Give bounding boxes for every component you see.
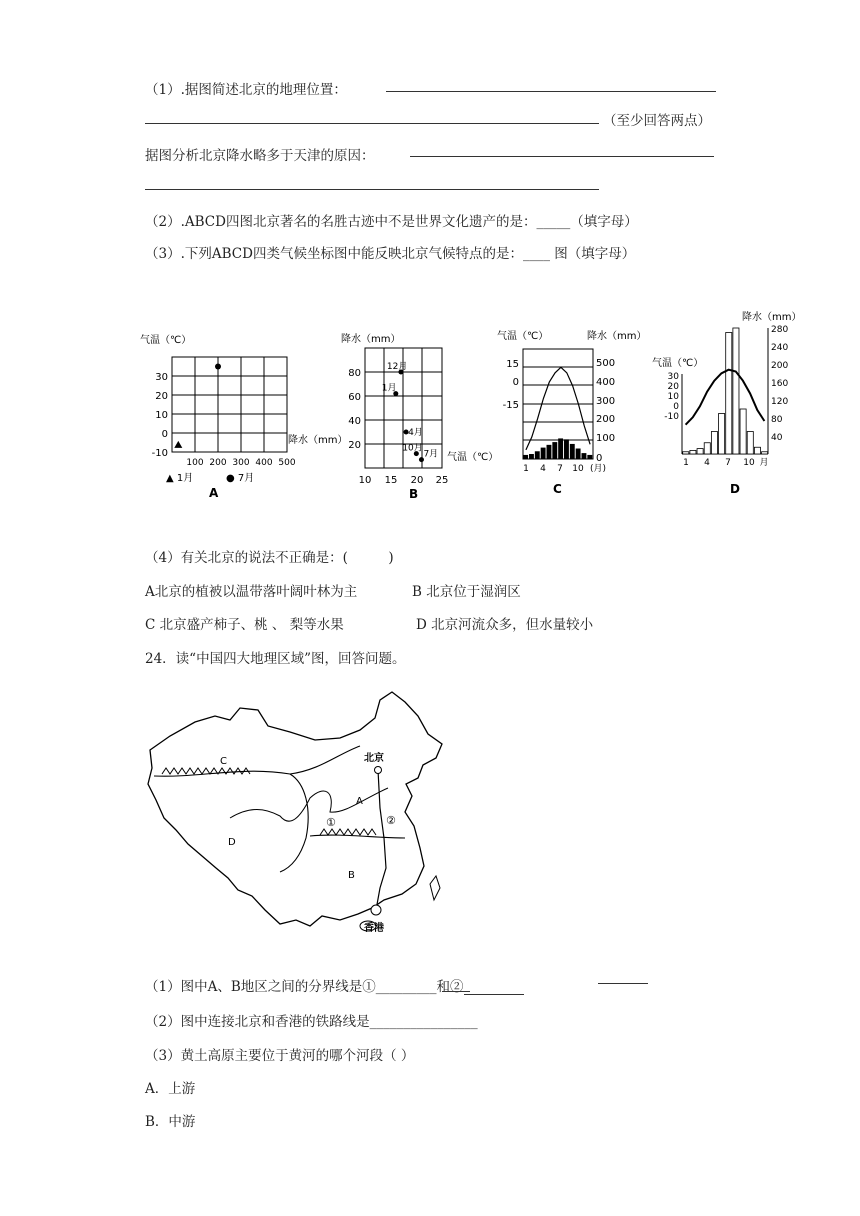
map-label-circle-1: ① <box>326 816 336 829</box>
chart-d-precip-bar <box>754 447 760 454</box>
chart-c-precip-bar <box>553 443 557 460</box>
chart-c-ytick-right: 100 <box>596 433 616 444</box>
chart-a-legend-jul: ● 7月 <box>226 473 255 484</box>
chart-c-xtick: 10 <box>572 464 584 474</box>
chart-c-xtick: 1 <box>523 464 529 474</box>
chart-c-precip-bar <box>588 455 592 459</box>
chart-d-ylabel-left: 气温（℃） <box>652 358 704 369</box>
q23-p1-label: （1）.据图简述北京的地理位置： <box>145 82 347 98</box>
chart-c-ytick-left: 0 <box>512 377 519 388</box>
q24-s1-mid: 和② <box>436 979 464 995</box>
chart-d-ytick-right: 200 <box>771 361 789 371</box>
chart-a-legend-jan: ▲ 1月 <box>166 473 194 484</box>
chart-a <box>138 325 348 500</box>
q23-opt-a[interactable]: A北京的植被以温带落叶阔叶林为主 <box>145 584 358 600</box>
map-label-hongkong: 香港 <box>364 923 384 934</box>
chart-d <box>650 308 810 500</box>
qinling-huaihe-line <box>310 835 405 838</box>
answer-line[interactable] <box>442 991 470 992</box>
chart-d-ytick-right: 160 <box>771 379 789 389</box>
chart-c-precip-bar <box>576 449 580 459</box>
chart-b-point-label: 4月 <box>408 428 423 438</box>
chart-a-ylabel: 气温（℃） <box>140 335 192 346</box>
chart-a-grid <box>172 357 287 452</box>
q23-opt-c[interactable]: C 北京盛产柿子、桃 、 梨等水果 <box>145 617 344 633</box>
chart-b-xtick: 15 <box>384 475 398 486</box>
q24-opt-b[interactable]: B．中游 <box>145 1114 196 1130</box>
china-outline <box>148 692 442 926</box>
chart-a-xtick: 500 <box>278 458 296 468</box>
q24-s3: （3）黄土高原主要位于黄河的哪个河段（ ） <box>145 1048 415 1064</box>
chart-a-ytick: 0 <box>161 429 168 440</box>
q24-title: 24．读“中国四大地理区域”图，回答问题。 <box>145 651 406 667</box>
map-label-beijing: 北京 <box>364 753 384 764</box>
chart-c-ylabel-right: 降水（mm） <box>587 331 647 342</box>
chart-c-precip-bar <box>564 440 568 459</box>
q23-opt-b[interactable]: B 北京位于湿润区 <box>412 584 521 600</box>
chart-a-ytick: 30 <box>155 372 168 383</box>
chart-d-precip-bar <box>683 452 689 454</box>
q23-p3: （3）.下列ABCD四类气候坐标图中能反映北京气候特点的是：____ 图（填字母） <box>145 246 636 262</box>
chart-b-xlabel: 气温（℃） <box>447 452 499 463</box>
q24-s1 <box>145 975 524 995</box>
chart-c-xtick: (月) <box>589 464 607 474</box>
chart-d-ytick-right: 120 <box>771 397 789 407</box>
chart-a-xtick: 200 <box>209 458 227 468</box>
chart-c-precip-bar <box>524 455 528 459</box>
chart-d-precip-bar <box>690 450 696 454</box>
chart-b-ytick: 40 <box>348 416 361 427</box>
beijing-marker <box>375 767 382 774</box>
answer-line[interactable] <box>598 983 648 984</box>
q24-opt-a[interactable]: A．上游 <box>145 1081 196 1097</box>
chart-c-temp-line <box>526 367 590 450</box>
chart-c-ytick-right: 400 <box>596 377 616 388</box>
chart-c-xtick: 4 <box>540 464 546 474</box>
chart-d-precip-bar <box>740 409 746 454</box>
chart-c <box>495 325 655 500</box>
chart-d-ytick-right: 280 <box>771 325 789 335</box>
chart-d-xtick: 月 <box>759 458 769 468</box>
chart-b-caption: B <box>409 487 419 501</box>
chart-b-ytick: 80 <box>348 368 361 379</box>
chart-d-xtick: 4 <box>704 458 710 468</box>
chart-c-caption: C <box>553 482 562 496</box>
mountain-hatch <box>162 768 250 774</box>
chart-a-ytick: -10 <box>151 448 168 459</box>
chart-b <box>325 330 499 501</box>
chart-b-ylabel: 降水（mm） <box>341 334 401 345</box>
chart-c-ytick-right: 200 <box>596 414 616 425</box>
chart-a-xtick: 300 <box>232 458 250 468</box>
chart-b-point-label: 1月 <box>381 383 397 394</box>
taiwan-island <box>430 876 440 900</box>
chart-b-point-label: 12月 <box>386 362 408 372</box>
chart-c-precip-bar <box>547 445 551 459</box>
q23-p2: （2）.ABCD四图北京著名的名胜古迹中不是世界文化遗产的是：_____（填字母） <box>145 214 638 230</box>
chart-d-ytick-left: 10 <box>667 392 679 402</box>
chart-c-ytick-right: 500 <box>596 358 616 369</box>
chart-d-precip-bar <box>733 328 739 454</box>
chart-d-precip-bar <box>747 432 753 455</box>
chart-d-precip-bar <box>697 449 703 454</box>
hongkong-marker <box>371 905 381 915</box>
chart-d-ytick-left: 30 <box>667 372 679 382</box>
qinling-hatch <box>320 829 376 835</box>
chart-d-xtick: 10 <box>743 458 755 468</box>
chart-d-ytick-left: 20 <box>667 382 679 392</box>
chart-d-caption: D <box>730 482 740 496</box>
q23-p1b-label: 据图分析北京降水略多于天津的原因： <box>145 148 375 164</box>
chart-c-precip-bar <box>559 439 563 459</box>
chart-c-precip-bar <box>529 454 533 459</box>
chart-a-ytick: 10 <box>155 410 168 421</box>
answer-line[interactable] <box>145 123 599 124</box>
chart-d-precip-bar <box>762 452 768 454</box>
boundary-great-wall <box>290 746 360 774</box>
chart-c-ytick-right: 300 <box>596 396 616 407</box>
map-label-b: B <box>348 870 355 881</box>
china-regions-map <box>140 688 450 938</box>
chart-a-xlabel: 降水（mm） <box>288 435 348 446</box>
chart-d-ytick-right: 240 <box>771 343 789 353</box>
answer-blank[interactable] <box>464 994 524 995</box>
chart-d-precip-bar <box>704 443 710 454</box>
chart-c-precip-bar <box>570 444 574 459</box>
answer-line[interactable] <box>145 189 599 190</box>
chart-c-ylabel-left: 气温（℃） <box>497 331 549 342</box>
chart-c-ytick-right: 0 <box>596 453 603 464</box>
q23-p4: （4）有关北京的说法不正确是：( ) <box>145 550 394 566</box>
chart-c-frame <box>523 349 593 459</box>
chart-d-ytick-right: 80 <box>771 415 783 425</box>
chart-d-ytick-right: 40 <box>771 433 783 443</box>
chart-c-precip-bar <box>582 454 586 460</box>
chart-b-xtick: 25 <box>435 475 449 486</box>
chart-d-precip-bar <box>711 432 717 455</box>
chart-b-xtick: 20 <box>410 475 424 486</box>
q23-opt-d[interactable]: D 北京河流众多，但水量较小 <box>416 617 594 633</box>
answer-line[interactable] <box>410 156 714 157</box>
chart-a-point-jul <box>215 364 221 370</box>
answer-line[interactable] <box>386 91 716 92</box>
yellow-river <box>230 788 388 821</box>
chart-d-ylabel-right: 降水（mm） <box>742 312 802 323</box>
chart-a-caption: A <box>209 486 219 500</box>
chart-b-point-label: 7月 <box>423 449 439 460</box>
q24-s2: （2）图中连接北京和香港的铁路线是________________ <box>145 1014 478 1030</box>
chart-c-precip-bar <box>541 448 545 459</box>
chart-b-ytick: 20 <box>348 440 361 451</box>
map-label-c: C <box>220 756 227 767</box>
chart-c-ytick-left: -15 <box>502 400 519 411</box>
map-label-a: A <box>356 796 363 807</box>
map-label-d: D <box>228 837 236 848</box>
chart-c-precip-bar <box>535 452 539 459</box>
chart-d-xtick: 7 <box>725 458 731 468</box>
chart-b-point-label: 10月 <box>402 443 423 454</box>
boundary-northwest <box>154 771 308 872</box>
chart-d-ytick-left: -10 <box>664 412 679 422</box>
chart-a-ytick: 20 <box>155 391 168 402</box>
chart-a-point-jan <box>174 441 182 448</box>
q23-p1-hint: （至少回答两点） <box>603 113 711 129</box>
map-label-circle-2: ② <box>386 814 396 827</box>
chart-d-xtick: 1 <box>683 458 689 468</box>
q24-s1-pre: （1）图中A、B地区之间的分界线是①_________ <box>145 979 437 995</box>
chart-c-xtick: 7 <box>557 464 563 474</box>
chart-a-xtick: 100 <box>186 458 204 468</box>
chart-d-ytick-left: 0 <box>673 402 679 412</box>
chart-d-precip-bar <box>726 333 732 455</box>
chart-d-precip-bar <box>719 414 725 455</box>
chart-a-xtick: 400 <box>255 458 273 468</box>
chart-c-ytick-left: 15 <box>506 359 519 370</box>
chart-b-xtick: 10 <box>358 475 372 486</box>
chart-b-ytick: 60 <box>348 392 361 403</box>
